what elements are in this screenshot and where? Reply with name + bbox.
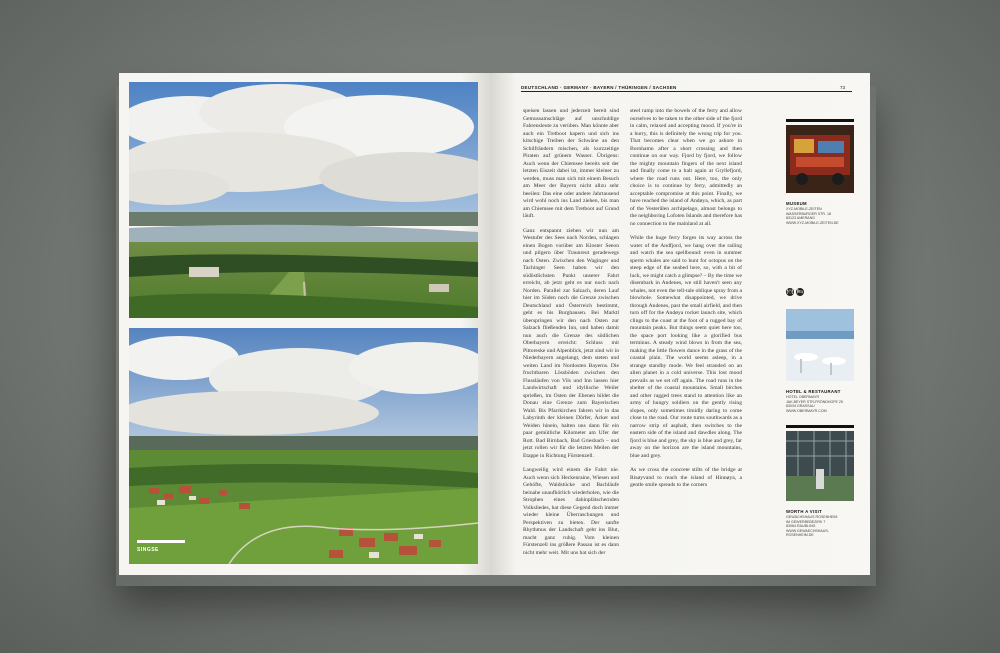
address-line: 83064 RAUBLING	[786, 524, 816, 529]
photo-caption: SINGSE	[137, 547, 159, 553]
address-line: HOTEL OBERMAYR	[786, 395, 820, 399]
right-page	[490, 73, 870, 575]
worth-address	[786, 515, 854, 538]
museum-address	[786, 207, 854, 225]
address-line: WWW.XYZ-MOBILE-ZEITEN.DE	[786, 220, 839, 225]
museum-title: MUSEUM	[786, 201, 807, 206]
sidebar-rule	[786, 119, 854, 122]
sidebar-rule	[786, 425, 854, 428]
worth-title: WORTH A VISIT	[786, 509, 823, 514]
greenhouse-photo	[786, 431, 854, 506]
restaurant-icon: 🍽	[786, 289, 794, 295]
bottom-landscape-photo	[129, 328, 478, 564]
paragraph: Langweilig wird einem die Fahrt nie. Auch wenn sich Heckenraine, Wiesen und Gehöfte, Waldstücke und Bachläufe beinahe unaufhörlich wiederholen, wie die Strophen eines dahinplätschernden Volksliedes, hat diese Gegend doch immer wieder kleine Überraschungen und Perspektiven zu bieten. Der sanfte Rhythmus der Landschaft geht ins Blut, macht ganz ruhig. Vom kleinen Fürstenzell ins größere Passau ist es dann nicht mehr weit. Mit uns hat sich der	[523, 467, 619, 556]
address-line: GEWÄCHSHAUS ROSENHEIM	[786, 515, 838, 519]
sidebar-worth-a-visit	[786, 425, 854, 538]
address-line: XYZ-MOBILE-ZEITEN	[786, 207, 822, 211]
caption-bar	[137, 540, 185, 543]
paragraph: speisen lassen und jederzeit bereit sind Gemussamschläge auf unschuldige Fahrensleute zu verüben. Man könnte aber auch ein Tretboot kapern und sich ins kitschige Treiben der Schwäne an den Schilfrändern mischen, als kurzzeitige Piraten auf grünem Wasser. Übrigens: Auch wenn der Chiemsee bereits seit der letzten Eiszeit dabei ist, immer kleiner zu werden, muss man sich mit einem Besuch am Meer der Bayern nicht allzu sehr beeilen: Das eine oder andere Jahrtausend wird wohl noch ins Land ziehen, bis man am Chiemsee mit dem Tretboot auf Grund läuft.	[523, 108, 619, 219]
address-line: 83034 GRASSAU	[786, 404, 815, 409]
address-line: WASSERBURGER STR. 18	[786, 211, 831, 216]
german-text-column	[523, 108, 619, 564]
running-header: DEUTSCHLAND · GERMANY · BAYERN / THÜRINGEN / SACHSEN	[521, 85, 677, 90]
hotel-address	[786, 395, 854, 413]
left-page	[119, 73, 490, 575]
address-line: WWW.OBERMAYR.COM	[786, 408, 827, 413]
hotel-photo	[786, 309, 854, 386]
page-number: 73	[840, 85, 846, 90]
paragraph: While the huge ferry forges its way across the water of the Andfjord, we hang over the railing and watch the sea spellbound: even in summer sperm whales are said to hunt for octopus on the steep edge of the seabed here, so, with a bit of luck, we might catch a glimpse? – By the time we disembark in Andenes, we still haven't seen any whales, not even the tell-tale oblique spray from a blowhole. Somewhat disappointed, we drive through Andenes, past the small airfield, and then turn off for the Andøya rocket launch site, which clings to the coast at the foot of a rugged bay of mountain peaks. But things seem quiet here too, the space port looking like a glorified bus terminus. A steady wind blows in from the sea, making the little flowers dance in the grass of the coastal plain. The world seems asleep, in a strange standby mode. We feel stranded on an alien planet in a cold universe. This lost mood prevails as we set off again. The road runs in the shelter of the coastal mountains. Small birches and other ragged trees stand to attention like an army of hungry soldiers on the gently rising slopes, only sometimes timidly daring to come close to the road. Our route turns southwards as a narrow strip of asphalt, then switches to the eastern side of the island and dawdles along. The fjord is blue and grey, the sky is blue and grey, far away on the horizon are the island mountains, blue and grey.	[630, 235, 742, 459]
bed-icon: 🛏	[796, 289, 804, 295]
sidebar-hotel	[786, 309, 854, 413]
address-line: JAK.BEYER STR-FRÖNDHOFE 25	[786, 399, 843, 404]
top-landscape-photo	[129, 82, 478, 318]
museum-photo	[786, 125, 854, 198]
address-line: IM GEWERBEBEZIRK 7	[786, 519, 826, 524]
header-rule	[521, 91, 852, 92]
hotel-title: HOTEL & RESTAURANT	[786, 389, 841, 394]
paragraph: Ganz entspannt ziehen wir nun am Westufer des Sees nach Norden, schlagen einen Bogen vorüber am Kloster Seeon und pilgern über Traunreut geradewegs nach Osten. Zwischen den Waginger und Tachinger Seen haben wir den südöstlichsten Punkt unserer Fahrt erreicht, ab jetzt geht es nur noch nach Norden. Parallel zur Salzach, deren Lauf hier im Süden noch die Grenze zwischen Deutschland und Österreich bestimmt, geht es bis Burghausen. Bei Marktl überspringen wir den nach Osten zur Salzach fließenden Inn, und haben damit nun auch die Grenze des südlichen Oberbayern erreicht: Schluss mit Pittoreske und Alpenblick, jetzt sind wir in Niederbayern angelangt, dem steten und weiten Land im Nordosten Bayerns. Die fruchtbaren Lössböden zwischen den Flussläufen von Vils und Inn lassen hier Landwirtschaft und idyllische Weiler sprießen, im Osten der Ebenen bildet die Donau eine Grenze zum Bayerischen Wald. Bis Pfarrkirchen fahren wir in das Labyrinth der kleinen Dörfer, Äcker und Weiden hinein, halten uns dann für ein paar gemütliche Kilometer am Ufer der Rott. Bad Birnbach, Bad Griesbach – und jetzt rollen wir für die letzten Meilen der Etappe in Richtung Fürstenzell.	[523, 227, 619, 459]
sidebar-museum	[786, 119, 854, 225]
category-icons	[786, 288, 804, 296]
paragraph: steel ramp into the bowels of the ferry and allow ourselves to be taken to the other side of the fjord in calm, relaxed and accepting mood. If you're in a hurry, this is definitely the wrong trip for you. That becomes clear when we go ashore in Bornhamn after a short crossing and then continue on our way. Fjord by fjord, we follow the mighty mountain fingers of the next island and finally come to a halt again at Gryllefjord, where the road runs out. Here, too, the only choice is to continue by ferry, admittedly an acceptable compromise at this point. Finally, we have reached the island of Andøya, which, as part of the Vesterålen archipelago, almost belongs to the neighboring Lofoten Islands and therefore has no connection to the mainland at all.	[630, 108, 742, 227]
paragraph: As we cross the concrete stilts of the bridge at Risøyvand to reach the island of Hinnøya, a gentle smile spreads to the corners	[630, 467, 742, 488]
english-text-column	[630, 108, 742, 497]
address-line: 83123 AMERANG	[786, 216, 815, 221]
address-line: WWW.GEWAECHSHAUS-ROSENHEIM.DE	[786, 528, 829, 538]
